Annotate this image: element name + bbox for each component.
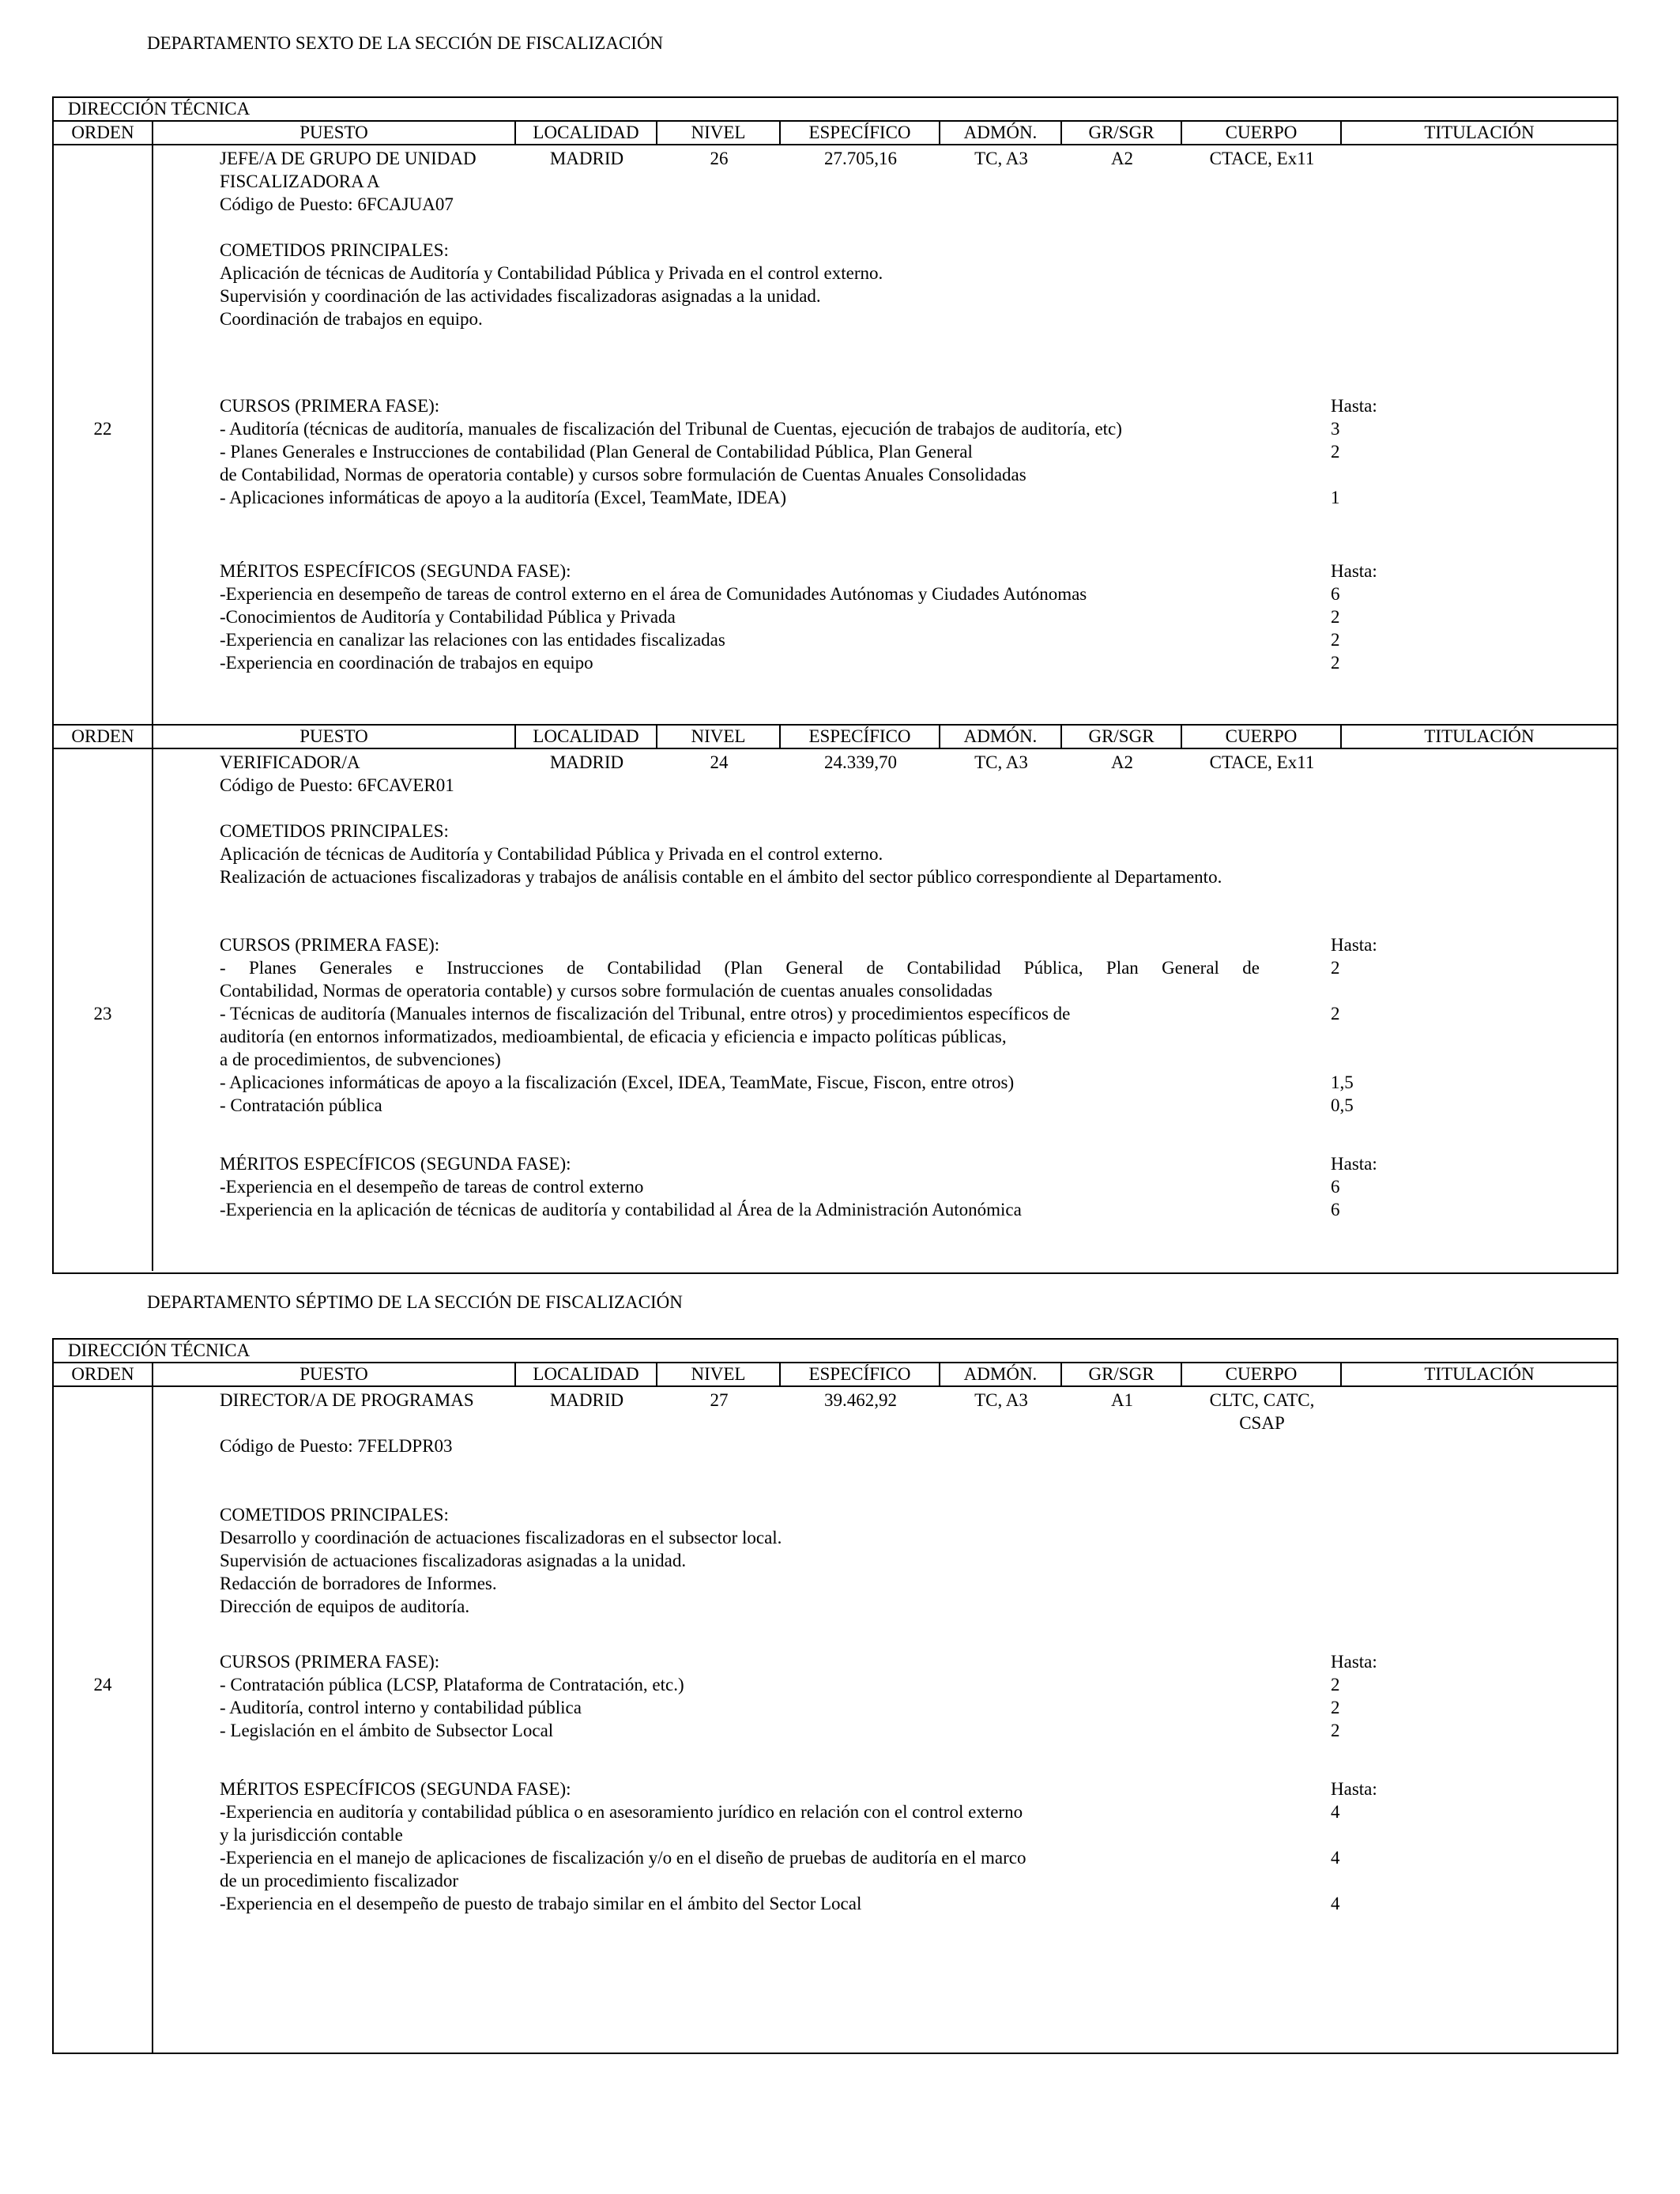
curso-points: 1,5 [1331,1072,1354,1092]
merito-points: 2 [1331,653,1340,673]
department-title: DEPARTAMENTO SÉPTIMO DE LA SECCIÓN DE FISCALIZACIÓN [147,1292,683,1312]
merito-points: 6 [1331,1200,1340,1220]
header-especifico: ESPECÍFICO [781,726,940,748]
header-puesto: PUESTO [153,1363,516,1385]
cometido-item: Realización de actuaciones fiscalizadoras y trabajos de análisis contable en el ámbito del sector público correspondiente al Departamento. [220,867,1222,887]
curso-points: 2 [1331,1675,1340,1695]
merito-item: -Experiencia en la aplicación de técnicas de auditoría y contabilidad al Área de la Administración Autonómica [220,1200,1022,1220]
cometido-item: Aplicación de técnicas de Auditoría y Contabilidad Pública y Privada en el control externo. [220,844,883,864]
hasta-label: Hasta: [1331,1779,1377,1799]
table-header [54,1363,1617,1387]
table-row [54,749,1617,1271]
localidad-value: MADRID [549,149,624,168]
header-orden: ORDEN [54,122,153,144]
curso-item: - Legislación en el ámbito de Subsector Local [220,1721,554,1740]
curso-item: - Aplicaciones informáticas de apoyo a la auditoría (Excel, TeamMate, IDEA) [220,488,787,507]
header-titulacion: TITULACIÓN [1424,123,1535,142]
hasta-label: Hasta: [1331,561,1377,581]
curso-item: - Auditoría (técnicas de auditoría, manuales de fiscalización del Tribunal de Cuentas, ejecución de trabajos de auditoría, etc) [220,419,1122,439]
header-orden: ORDEN [54,726,153,748]
position-details [153,145,1617,724]
header-admon: ADMÓN. [940,726,1062,748]
header-nivel: NIVEL [657,122,781,144]
merito-points: 6 [1331,1177,1340,1197]
cometidos-heading: COMETIDOS PRINCIPALES: [220,240,449,260]
especifico-value: 39.462,92 [824,1390,897,1410]
curso-points: 1 [1331,488,1340,507]
nivel-value: 24 [710,752,729,772]
cometido-item: Supervisión y coordinación de las actividades fiscalizadoras asignadas a la unidad. [220,286,821,306]
cometido-item: Aplicación de técnicas de Auditoría y Contabilidad Pública y Privada en el control externo. [220,263,883,283]
curso-item: - Contratación pública (LCSP, Plataforma de Contratación, etc.) [220,1675,684,1695]
curso-points: 0,5 [1331,1095,1354,1115]
table-header [54,122,1617,145]
curso-item: - Planes Generales e Instrucciones de Contabilidad (Plan General de Contabilidad Pública, Plan General de [220,958,1260,978]
curso-points: 2 [1331,1721,1340,1740]
curso-points: 3 [1331,419,1340,439]
hasta-label: Hasta: [1331,1652,1377,1672]
curso-points: 2 [1331,442,1340,462]
curso-item-cont: Contabilidad, Normas de operatoria contable) y cursos sobre formulación de cuentas anuales consolidadas [220,981,993,1001]
cometido-item: Dirección de equipos de auditoría. [220,1596,470,1616]
position-table [52,96,1618,1274]
header-nivel: NIVEL [657,726,781,748]
localidad-value: MADRID [549,752,624,772]
meritos-heading: MÉRITOS ESPECÍFICOS (SEGUNDA FASE): [220,561,571,581]
merito-item: -Experiencia en coordinación de trabajos en equipo [220,653,593,673]
cuerpo-value: CTACE, Ex11 [1209,752,1315,772]
curso-item: - Técnicas de auditoría (Manuales internos de fiscalización del Tribunal, entre otros) y procedimientos específicos de [220,1004,1071,1023]
department-title: DEPARTAMENTO SEXTO DE LA SECCIÓN DE FISCALIZACIÓN [147,33,664,53]
header-localidad: LOCALIDAD [516,726,657,748]
cursos-heading: CURSOS (PRIMERA FASE): [220,1652,440,1672]
cometidos-heading: COMETIDOS PRINCIPALES: [220,821,449,841]
cursos-heading: CURSOS (PRIMERA FASE): [220,396,440,416]
especifico-value: 24.339,70 [824,752,897,772]
hasta-label: Hasta: [1331,1154,1377,1174]
cuerpo-value-cont: CSAP [1239,1413,1285,1433]
position-details [153,1387,1617,2053]
header-especifico: ESPECÍFICO [781,122,940,144]
merito-points: 4 [1331,1848,1340,1868]
header-cuerpo: CUERPO [1182,726,1342,748]
position-details [153,749,1617,1271]
header-titulacion: TITULACIÓN [1424,726,1535,746]
curso-item: - Contratación pública [220,1095,382,1115]
merito-item: -Experiencia en el desempeño de tareas de control externo [220,1177,644,1197]
direction-label: DIRECCIÓN TÉCNICA [54,98,1617,122]
admon-value: TC, A3 [974,1390,1028,1410]
meritos-heading: MÉRITOS ESPECÍFICOS (SEGUNDA FASE): [220,1779,571,1799]
cometidos-heading: COMETIDOS PRINCIPALES: [220,1505,449,1525]
curso-item-cont: a de procedimientos, de subvenciones) [220,1050,501,1069]
cometido-item: Coordinación de trabajos en equipo. [220,309,483,329]
merito-item: -Experiencia en desempeño de tareas de control externo en el área de Comunidades Autónomas y Ciudades Autónomas [220,584,1087,604]
merito-points: 2 [1331,630,1340,650]
header-orden: ORDEN [54,1363,153,1385]
order-number: 22 [93,419,112,439]
merito-item: -Conocimientos de Auditoría y Contabilidad Pública y Privada [220,607,676,627]
cuerpo-value: CLTC, CATC, [1209,1390,1315,1410]
position-name: DIRECTOR/A DE PROGRAMAS [220,1390,474,1410]
table-row [54,145,1617,724]
header-admon: ADMÓN. [940,122,1062,144]
merito-points: 2 [1331,607,1340,627]
nivel-value: 27 [710,1390,729,1410]
header-especifico: ESPECÍFICO [781,1363,940,1385]
merito-item: -Experiencia en el manejo de aplicaciones de fiscalización y/o en el diseño de pruebas de auditoría en el marco [220,1848,1026,1868]
curso-points: 2 [1331,1004,1340,1023]
order-number: 23 [93,1004,112,1023]
cuerpo-value: CTACE, Ex11 [1209,149,1315,168]
hasta-label: Hasta: [1331,396,1377,416]
meritos-heading: MÉRITOS ESPECÍFICOS (SEGUNDA FASE): [220,1154,571,1174]
header-cuerpo: CUERPO [1182,1363,1342,1385]
merito-item: -Experiencia en canalizar las relaciones con las entidades fiscalizadas [220,630,725,650]
direction-label: DIRECCIÓN TÉCNICA [54,1340,1617,1363]
nivel-value: 26 [710,149,729,168]
merito-item-cont: y la jurisdicción contable [220,1825,403,1845]
curso-item: - Aplicaciones informáticas de apoyo a la fiscalización (Excel, IDEA, TeamMate, Fiscue, Fiscon, entre otros) [220,1072,1015,1092]
position-name: JEFE/A DE GRUPO DE UNIDAD [220,149,477,168]
position-code: Código de Puesto: 6FCAJUA07 [220,194,454,214]
admon-value: TC, A3 [974,149,1028,168]
merito-item: -Experiencia en el desempeño de puesto de trabajo similar en el ámbito del Sector Local [220,1894,862,1913]
cometido-item: Desarrollo y coordinación de actuaciones fiscalizadoras en el subsector local. [220,1528,782,1547]
header-puesto: PUESTO [153,122,516,144]
position-table [52,1338,1618,2054]
localidad-value: MADRID [549,1390,624,1410]
position-name-cont: FISCALIZADORA A [220,172,380,191]
header-grsgr: GR/SGR [1062,1363,1182,1385]
header-grsgr: GR/SGR [1062,122,1182,144]
table-row [54,1387,1617,2053]
position-code: Código de Puesto: 6FCAVER01 [220,775,454,795]
merito-points: 4 [1331,1894,1340,1913]
table-header [54,724,1617,749]
position-name: VERIFICADOR/A [220,752,360,772]
header-puesto: PUESTO [153,726,516,748]
header-admon: ADMÓN. [940,1363,1062,1385]
curso-item-cont: auditoría (en entornos informatizados, medioambiental, de eficacia y eficiencia e impacto políticas públicas, [220,1027,1007,1046]
merito-points: 6 [1331,584,1340,604]
admon-value: TC, A3 [974,752,1028,772]
position-code: Código de Puesto: 7FELDPR03 [220,1436,453,1456]
header-nivel: NIVEL [657,1363,781,1385]
header-grsgr: GR/SGR [1062,726,1182,748]
hasta-label: Hasta: [1331,935,1377,955]
curso-item: - Auditoría, control interno y contabilidad pública [220,1698,582,1717]
curso-points: 2 [1331,1698,1340,1717]
cursos-heading: CURSOS (PRIMERA FASE): [220,935,440,955]
especifico-value: 27.705,16 [824,149,897,168]
order-number: 24 [93,1675,112,1695]
grsgr-value: A2 [1110,752,1134,772]
cometido-item: Redacción de borradores de Informes. [220,1574,497,1593]
merito-item-cont: de un procedimiento fiscalizador [220,1871,459,1891]
grsgr-value: A2 [1110,149,1134,168]
curso-item: - Planes Generales e Instrucciones de contabilidad (Plan General de Contabilidad Pública, Plan General [220,442,973,462]
header-cuerpo: CUERPO [1182,122,1342,144]
curso-points: 2 [1331,958,1340,978]
merito-item: -Experiencia en auditoría y contabilidad pública o en asesoramiento jurídico en relación con el control externo [220,1802,1023,1822]
header-localidad: LOCALIDAD [516,1363,657,1385]
header-localidad: LOCALIDAD [516,122,657,144]
curso-item-cont: de Contabilidad, Normas de operatoria contable) y cursos sobre formulación de Cuentas Anuales Consolidadas [220,465,1026,484]
cometido-item: Supervisión de actuaciones fiscalizadoras asignadas a la unidad. [220,1551,687,1570]
merito-points: 4 [1331,1802,1340,1822]
header-titulacion: TITULACIÓN [1424,1364,1535,1384]
grsgr-value: A1 [1110,1390,1134,1410]
